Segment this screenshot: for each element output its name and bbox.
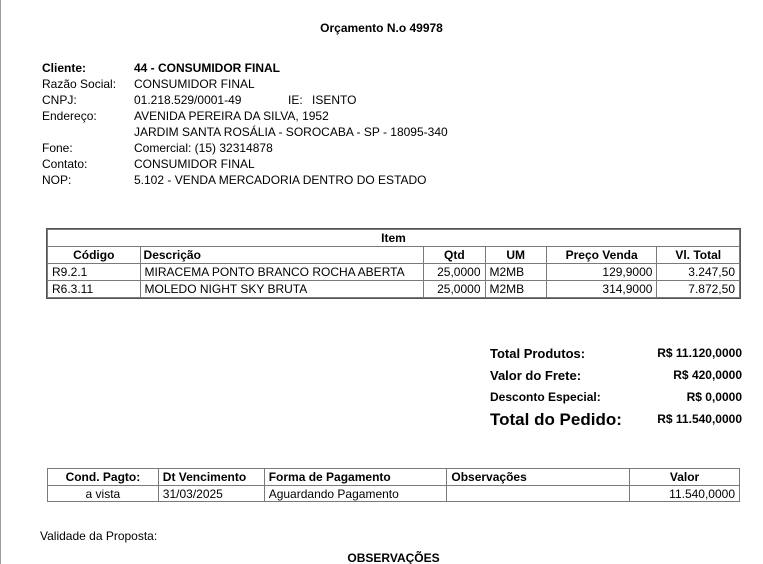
cnpj-label: CNPJ: (42, 93, 77, 107)
header-vl-total: Vl. Total (657, 247, 740, 264)
razao-social-value: CONSUMIDOR FINAL (134, 77, 255, 91)
table-row (48, 486, 740, 502)
item-vl-total: 7.872,50 (657, 281, 740, 298)
payment-dt-vencimento: 31/03/2025 (158, 486, 264, 502)
header-valor: Valor (630, 469, 740, 486)
header-cond-pagto: Cond. Pagto: (48, 469, 159, 486)
total-produtos-row (490, 346, 742, 368)
header-preco-venda: Preço Venda (546, 247, 657, 264)
payment-observacoes (447, 486, 630, 502)
endereco-line-1: AVENIDA PEREIRA DA SILVA, 1952 (134, 109, 329, 123)
total-pedido-row (490, 412, 742, 434)
item-um: M2MB (485, 264, 546, 281)
fone-label: Fone: (42, 141, 73, 155)
item-descricao: MIRACEMA PONTO BRANCO ROCHA ABERTA (140, 264, 424, 281)
item-vl-total: 3.247,50 (657, 264, 740, 281)
nop-label: NOP: (42, 173, 72, 187)
valor-frete-label: Valor do Frete: (490, 368, 582, 383)
item-qtd: 25,0000 (424, 264, 485, 281)
item-descricao: MOLEDO NIGHT SKY BRUTA (140, 281, 424, 298)
header-descricao: Descrição (140, 247, 424, 264)
ie-value: ISENTO (312, 93, 357, 107)
totals-block (490, 346, 742, 434)
table-row (48, 281, 740, 298)
payment-cond-pagto: a vista (48, 486, 159, 502)
total-pedido-value: R$ 11.540,0000 (657, 412, 742, 426)
header-codigo: Código (48, 247, 141, 264)
item-codigo: R9.2.1 (48, 264, 141, 281)
total-produtos-label: Total Produtos: (490, 346, 586, 361)
payment-valor: 11.540,0000 (630, 486, 740, 502)
total-produtos-value: R$ 11.120,0000 (657, 346, 742, 360)
header-forma-pagamento: Forma de Pagamento (264, 469, 447, 486)
items-caption-row (48, 230, 740, 247)
item-preco-venda: 314,9000 (546, 281, 657, 298)
page-left-border (0, 0, 1, 564)
item-preco-venda: 129,9000 (546, 264, 657, 281)
validade-proposta-label: Validade da Proposta: (40, 529, 158, 543)
item-qtd: 25,0000 (424, 281, 485, 298)
observacoes-title: OBSERVAÇÕES (347, 551, 440, 564)
payment-header-row (48, 469, 740, 486)
contato-label: Contato: (42, 157, 88, 171)
document-title: Orçamento N.o 49978 (320, 21, 443, 35)
valor-frete-value: R$ 420,0000 (673, 368, 742, 382)
header-dt-vencimento: Dt Vencimento (158, 469, 264, 486)
payment-table (47, 468, 740, 502)
header-qtd: Qtd (424, 247, 485, 264)
endereco-label: Endereço: (42, 109, 97, 123)
desconto-row (490, 390, 742, 412)
payment-forma-pagamento: Aguardando Pagamento (264, 486, 447, 502)
items-table (47, 229, 740, 298)
client-value: 44 - CONSUMIDOR FINAL (134, 61, 281, 75)
item-codigo: R6.3.11 (48, 281, 141, 298)
nop-value: 5.102 - VENDA MERCADORIA DENTRO DO ESTADO (134, 173, 427, 187)
razao-social-label: Razão Social: (42, 77, 117, 91)
items-caption: Item (48, 230, 740, 247)
items-header-row (48, 247, 740, 264)
total-pedido-label: Total do Pedido: (490, 410, 622, 429)
cnpj-value: 01.218.529/0001-49 (134, 93, 242, 107)
header-um: UM (485, 247, 546, 264)
client-label: Cliente: (42, 61, 87, 75)
item-um: M2MB (485, 281, 546, 298)
valor-frete-row (490, 368, 742, 390)
desconto-value: R$ 0,0000 (686, 390, 742, 404)
fone-value: Comercial: (15) 32314878 (134, 141, 273, 155)
desconto-label: Desconto Especial: (490, 390, 601, 404)
endereco-line-2: JARDIM SANTA ROSÁLIA - SOROCABA - SP - 18095-340 (134, 125, 448, 139)
header-observacoes: Observações (447, 469, 630, 486)
table-row (48, 264, 740, 281)
ie-label: IE: (288, 93, 303, 107)
contato-value: CONSUMIDOR FINAL (134, 157, 255, 171)
